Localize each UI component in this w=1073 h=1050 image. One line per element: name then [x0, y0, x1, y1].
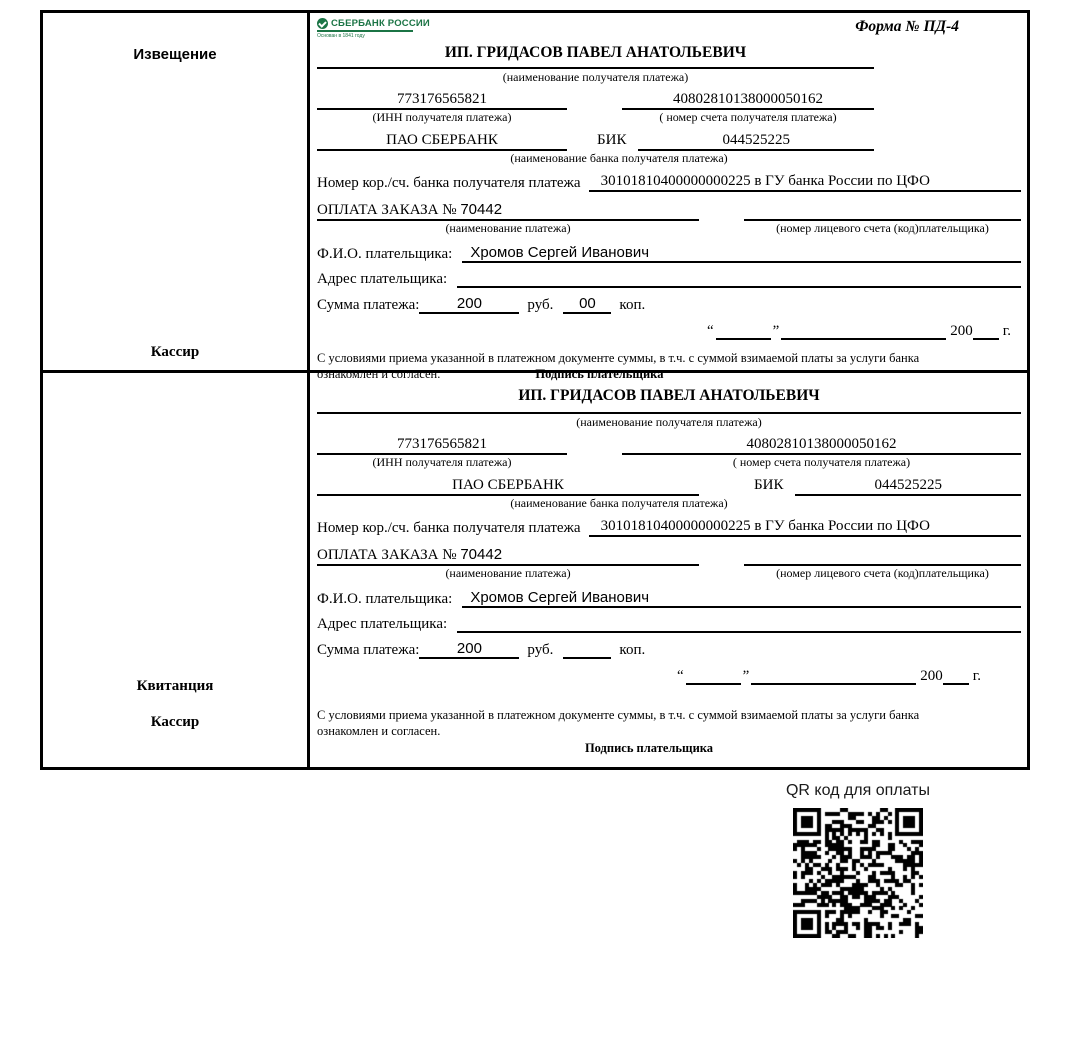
account-caption: ( номер счета получателя платежа)	[659, 110, 837, 124]
payer-address-blank-field	[457, 270, 1021, 288]
payment-caption: (наименование платежа)	[445, 566, 571, 580]
inn-account-row	[317, 436, 1021, 455]
year-prefix: 200	[950, 323, 973, 339]
personal-account-caption: (номер лицевого счета (код)плательщика)	[776, 566, 989, 580]
payer-name-value: Хромов Сергей Иванович	[462, 589, 1021, 608]
recipient-name: ИП. ГРИДАСОВ ПАВЕЛ АНАТОЛЬЕВИЧ	[317, 387, 1021, 414]
open-quote: “	[706, 323, 714, 339]
notice-left-column	[43, 13, 310, 370]
date-day-blank	[686, 668, 741, 685]
personal-account-caption: (номер лицевого счета (код)плательщика)	[776, 221, 989, 235]
date-month-blank	[781, 323, 946, 340]
bank-row	[317, 477, 1021, 496]
payer-address-blank-field	[457, 615, 1021, 633]
account-caption: ( номер счета получателя платежа)	[732, 455, 911, 469]
payer-address-label: Адрес плательщика:	[317, 616, 448, 632]
close-quote: ”	[742, 668, 750, 684]
inn-caption: (ИНН получателя платежа)	[372, 110, 512, 124]
cashier-label: Кассир	[150, 714, 200, 730]
rub-label: руб.	[527, 642, 554, 658]
personal-account-blank-field	[744, 203, 1021, 221]
order-number: 70442	[460, 546, 503, 563]
inn-value: 773176565821	[317, 436, 567, 455]
kop-label: коп.	[619, 642, 646, 658]
amount-rub-value: 200	[419, 640, 519, 659]
order-number: 70442	[460, 201, 503, 218]
cashier-label: Кассир	[150, 344, 200, 360]
qr-label: QR код для оплаты	[785, 782, 930, 799]
recipient-caption: (наименование получателя платежа)	[502, 70, 689, 84]
corr-label: Номер кор./сч. банка получателя платежа	[317, 175, 581, 191]
sberbank-logo	[317, 18, 430, 39]
amount-kop-blank-field	[563, 657, 611, 659]
sberbank-logo-tagline: Основан в 1841 году	[317, 33, 365, 39]
payment-name-field	[317, 546, 699, 566]
inn-account-row	[317, 91, 874, 110]
inn-caption: (ИНН получателя платежа)	[372, 455, 512, 469]
header-row	[317, 18, 1021, 44]
payment-purpose-row	[317, 201, 1021, 221]
year-suffix: г.	[1002, 323, 1011, 339]
bik-value: 044525225	[638, 132, 874, 151]
payment-name-label: ОПЛАТА ЗАКАЗА №	[317, 547, 461, 563]
payer-signature-label: Подпись плательщика	[584, 741, 714, 755]
sberbank-logo-text: СБЕРБАНК РОССИИ	[331, 18, 430, 29]
qr-code	[793, 808, 923, 938]
payer-address-row	[317, 270, 1021, 288]
payment-caption: (наименование платежа)	[445, 221, 571, 235]
payer-name-row	[317, 244, 1021, 263]
year-suffix: г.	[972, 668, 981, 684]
notice-right-column	[310, 13, 1027, 381]
close-quote: ”	[772, 323, 780, 339]
corr-value: 30101810400000000225 в ГУ банка России по ЦФО	[589, 518, 1021, 537]
corr-account-row	[317, 173, 1021, 192]
amount-label: Сумма платежа:	[317, 642, 420, 658]
year-blank	[943, 668, 969, 685]
payer-name-label: Ф.И.О. плательщика:	[317, 246, 453, 262]
date-row	[317, 323, 1021, 340]
corr-account-row	[317, 518, 1021, 537]
amount-row	[317, 295, 1021, 314]
payment-purpose-row	[317, 546, 1021, 566]
sberbank-emblem-icon	[317, 18, 328, 29]
bik-value: 044525225	[795, 477, 1021, 496]
kop-label: коп.	[619, 297, 646, 313]
form-number: Форма № ПД-4	[855, 18, 959, 35]
receipt-right-column	[310, 373, 1027, 767]
amount-row	[317, 640, 1021, 659]
account-value: 40802810138000050162	[622, 91, 874, 110]
bik-label: БИК	[754, 477, 784, 493]
corr-value: 30101810400000000225 в ГУ банка России по ЦФО	[589, 173, 1021, 192]
agreement-line2: ознакомлен и согласен.	[317, 367, 441, 381]
payment-name-field	[317, 201, 699, 221]
year-blank	[973, 323, 999, 340]
date-month-blank	[751, 668, 916, 685]
agreement-text	[317, 707, 1021, 739]
payer-name-label: Ф.И.О. плательщика:	[317, 591, 453, 607]
payer-name-value: Хромов Сергей Иванович	[462, 244, 1021, 263]
amount-rub-value: 200	[419, 295, 519, 314]
bank-caption: (наименование банка получателя платежа)	[510, 496, 728, 510]
payer-signature-label: Подпись плательщика	[535, 367, 664, 381]
bik-label: БИК	[597, 132, 627, 148]
date-day-blank	[716, 323, 771, 340]
open-quote: “	[676, 668, 684, 684]
payment-name-label: ОПЛАТА ЗАКАЗА №	[317, 202, 461, 218]
agreement-line2: ознакомлен и согласен.	[317, 724, 441, 738]
notice-label: Извещение	[133, 46, 217, 63]
bank-row	[317, 132, 874, 151]
payer-address-label: Адрес плательщика:	[317, 271, 448, 287]
amount-kop-value: 00	[563, 295, 611, 314]
amount-label: Сумма платежа:	[317, 297, 420, 313]
bank-name-value: ПАО СБЕРБАНК	[317, 477, 699, 496]
payer-address-row	[317, 615, 1021, 633]
rub-label: руб.	[527, 297, 554, 313]
personal-account-blank-field	[744, 548, 1021, 566]
corr-label: Номер кор./сч. банка получателя платежа	[317, 520, 581, 536]
recipient-name: ИП. ГРИДАСОВ ПАВЕЛ АНАТОЛЬЕВИЧ	[317, 44, 874, 69]
account-value: 40802810138000050162	[622, 436, 1021, 455]
bank-caption: (наименование банка получателя платежа)	[510, 151, 728, 165]
payment-form-pd4	[40, 10, 1030, 770]
recipient-caption: (наименование получателя платежа)	[576, 415, 762, 429]
agreement-line1: С условиями приема указанной в платежном документе суммы, в т.ч. с суммой взимаемой платы за услуги банка	[317, 708, 920, 722]
receipt-section	[43, 373, 1027, 767]
receipt-left-column	[43, 373, 310, 767]
date-row	[317, 668, 1021, 685]
qr-block	[758, 782, 958, 938]
payer-name-row	[317, 589, 1021, 608]
receipt-label: Квитанция	[136, 678, 214, 694]
bank-name-value: ПАО СБЕРБАНК	[317, 132, 567, 151]
year-prefix: 200	[920, 668, 943, 684]
inn-value: 773176565821	[317, 91, 567, 110]
notice-section	[43, 13, 1027, 381]
agreement-line1: С условиями приема указанной в платежном документе суммы, в т.ч. с суммой взимаемой платы за услуги банка	[317, 351, 920, 365]
